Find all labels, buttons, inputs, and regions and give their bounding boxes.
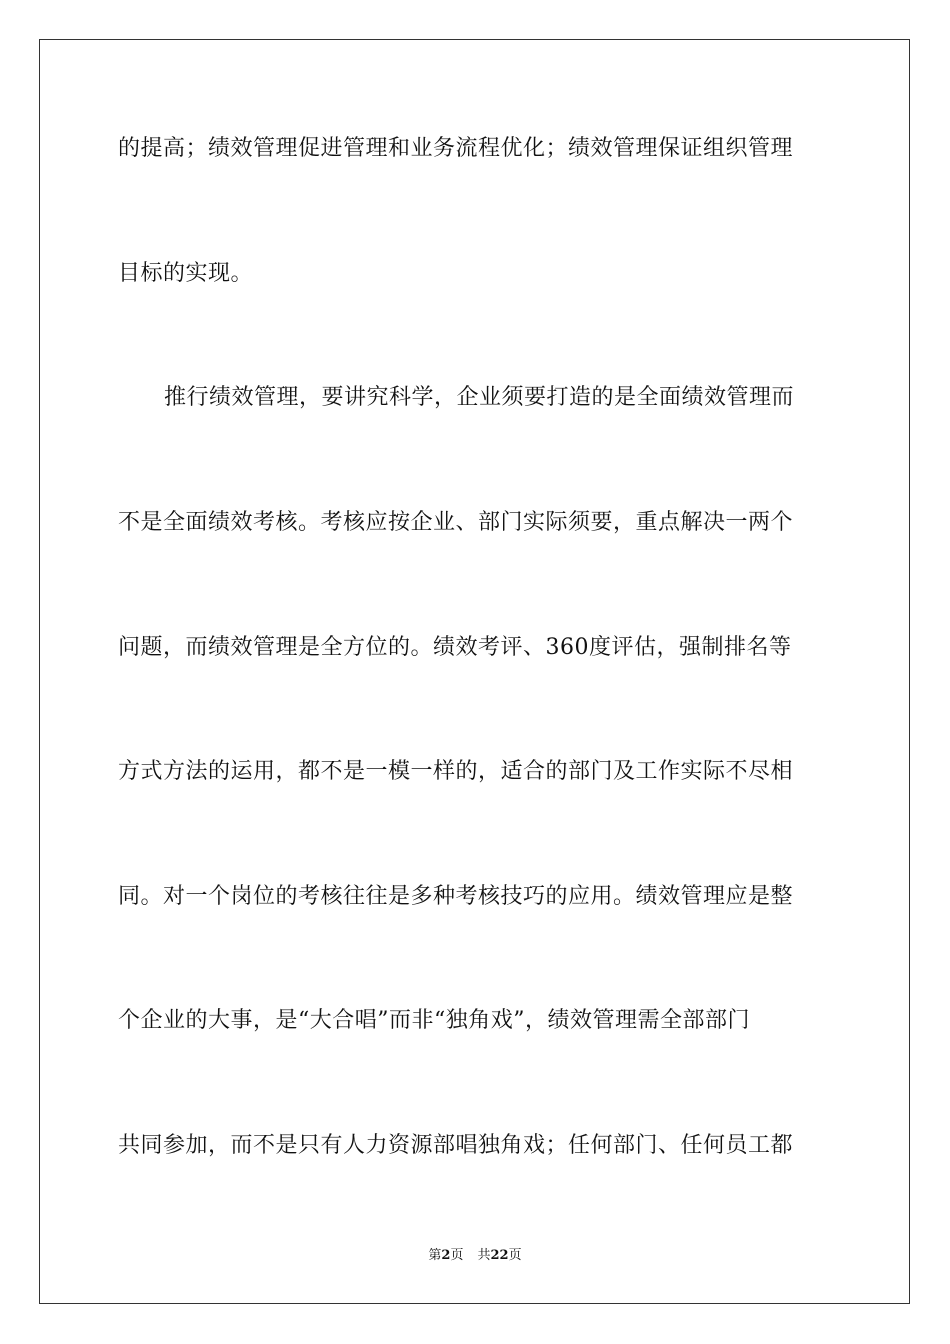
body-text-line: 同。对一个岗位的考核往往是多种考核技巧的应用。绩效管理应是整 xyxy=(118,884,794,909)
body-text-line: 共同参加，而不是只有人力资源部唱独角戏；任何部门、任何员工都 xyxy=(118,1133,794,1158)
page-footer xyxy=(0,1247,950,1265)
body-text-line: 问题，而绩效管理是全方位的。绩效考评、360度评估，强制排名等 xyxy=(118,635,792,660)
page-border xyxy=(39,39,910,1304)
body-text-line: 个企业的大事，是“大合唱”而非“独角戏”，绩效管理需全部部门 xyxy=(118,1008,750,1033)
body-text-line: 的提高；绩效管理促进管理和业务流程优化；绩效管理保证组织管理 xyxy=(118,136,794,161)
total-pages-label: 共22页 xyxy=(477,1248,522,1263)
page-number-label: 第2页 xyxy=(428,1248,464,1263)
paragraph-first-line: 推行绩效管理，要讲究科学，企业须要打造的是全面绩效管理而 xyxy=(164,385,795,410)
body-text-line: 方式方法的运用，都不是一模一样的，适合的部门及工作实际不尽相 xyxy=(118,759,794,784)
body-text-line: 不是全面绩效考核。考核应按企业、部门实际须要，重点解决一两个 xyxy=(118,510,794,535)
body-text-line: 目标的实现。 xyxy=(118,261,254,286)
